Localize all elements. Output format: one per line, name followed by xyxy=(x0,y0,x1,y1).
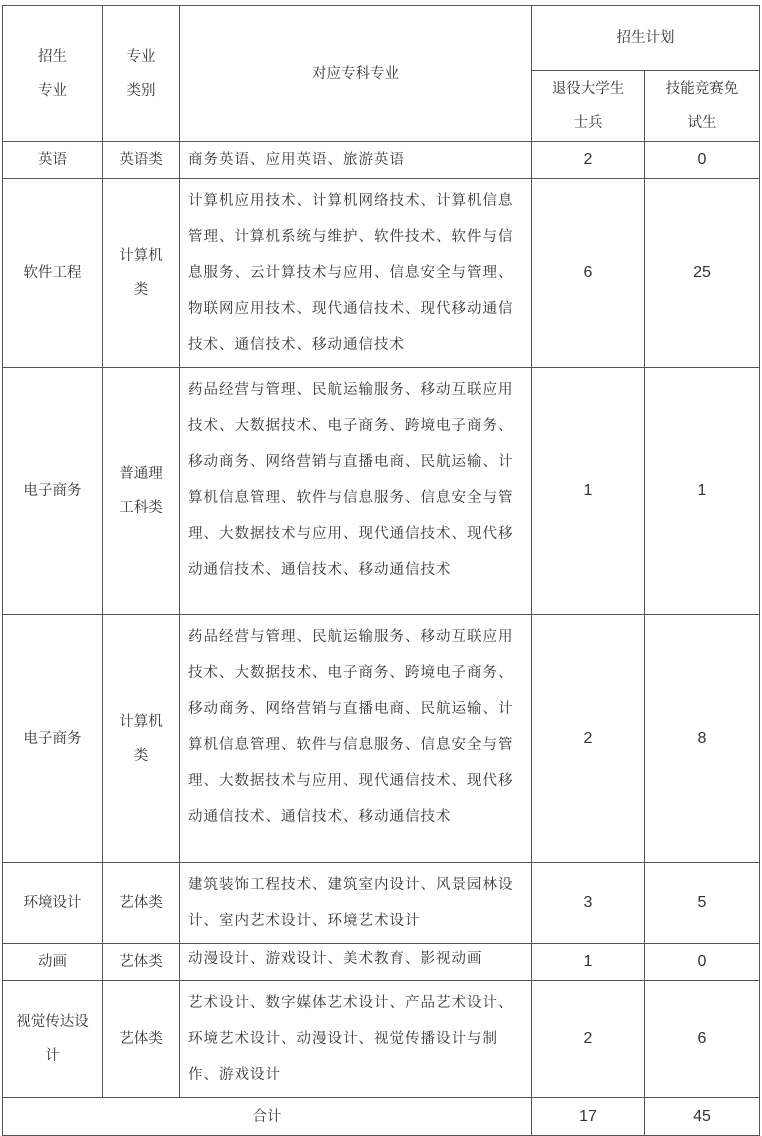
related-majors-cell: 商务英语、应用英语、旅游英语 xyxy=(180,142,532,179)
table-row xyxy=(3,368,760,615)
major-cell: 电子商务 xyxy=(3,615,103,863)
table-row xyxy=(3,863,760,944)
total-veteran: 17 xyxy=(532,1098,645,1136)
skill-count: 25 xyxy=(645,179,760,368)
table-row xyxy=(3,179,760,368)
header-plan: 招生计划 xyxy=(532,6,760,71)
header-skill: 技能竞赛免 试生 xyxy=(645,71,760,142)
header-category: 专业 类别 xyxy=(103,6,180,142)
related-majors-cell: 药品经营与管理、民航运输服务、移动互联应用技术、大数据技术、电子商务、跨境电子商务、移动商务、网络营销与直播电商、民航运输、计算机信息管理、软件与信息服务、信息安全与管理、大数据技术与应用、现代通信技术、现代移动通信技术、通信技术、移动通信技术 xyxy=(180,368,532,615)
veteran-count: 2 xyxy=(532,142,645,179)
related-majors-cell: 计算机应用技术、计算机网络技术、计算机信息管理、计算机系统与维护、软件技术、软件与信息服务、云计算技术与应用、信息安全与管理、物联网应用技术、现代通信技术、现代移动通信技术、通信技术、移动通信技术 xyxy=(180,179,532,368)
category-cell: 普通理 工科类 xyxy=(103,368,180,615)
related-majors-cell: 药品经营与管理、民航运输服务、移动互联应用技术、大数据技术、电子商务、跨境电子商务、移动商务、网络营销与直播电商、民航运输、计算机信息管理、软件与信息服务、信息安全与管理、大数据技术与应用、现代通信技术、现代移动通信技术、通信技术、移动通信技术 xyxy=(180,615,532,863)
major-cell: 软件工程 xyxy=(3,179,103,368)
category-cell: 艺体类 xyxy=(103,981,180,1098)
category-cell: 英语类 xyxy=(103,142,180,179)
header-veteran: 退役大学生 士兵 xyxy=(532,71,645,142)
major-cell: 视觉传达设 计 xyxy=(3,981,103,1098)
skill-count: 8 xyxy=(645,615,760,863)
skill-count: 6 xyxy=(645,981,760,1098)
veteran-count: 3 xyxy=(532,863,645,944)
major-cell: 动画 xyxy=(3,944,103,981)
table-row xyxy=(3,981,760,1098)
veteran-count: 6 xyxy=(532,179,645,368)
major-cell: 环境设计 xyxy=(3,863,103,944)
category-cell: 艺体类 xyxy=(103,863,180,944)
major-cell: 电子商务 xyxy=(3,368,103,615)
category-cell: 计算机 类 xyxy=(103,179,180,368)
veteran-count: 1 xyxy=(532,944,645,981)
total-skill: 45 xyxy=(645,1098,760,1136)
table-row xyxy=(3,944,760,981)
skill-count: 0 xyxy=(645,142,760,179)
total-label: 合计 xyxy=(3,1098,532,1136)
table-row xyxy=(3,615,760,863)
related-majors-cell: 建筑装饰工程技术、建筑室内设计、风景园林设计、室内艺术设计、环境艺术设计 xyxy=(180,863,532,944)
skill-count: 1 xyxy=(645,368,760,615)
header-major: 招生 专业 xyxy=(3,6,103,142)
table-row xyxy=(3,142,760,179)
related-majors-cell: 动漫设计、游戏设计、美术教育、影视动画 xyxy=(180,944,532,981)
header-related-majors: 对应专科专业 xyxy=(180,6,532,142)
total-row xyxy=(3,1098,760,1136)
veteran-count: 1 xyxy=(532,368,645,615)
major-cell: 英语 xyxy=(3,142,103,179)
header-row xyxy=(3,6,760,71)
category-cell: 计算机 类 xyxy=(103,615,180,863)
veteran-count: 2 xyxy=(532,981,645,1098)
skill-count: 5 xyxy=(645,863,760,944)
category-cell: 艺体类 xyxy=(103,944,180,981)
related-majors-cell: 艺术设计、数字媒体艺术设计、产品艺术设计、环境艺术设计、动漫设计、视觉传播设计与制作、游戏设计 xyxy=(180,981,532,1098)
skill-count: 0 xyxy=(645,944,760,981)
veteran-count: 2 xyxy=(532,615,645,863)
enrollment-plan-table xyxy=(2,5,760,1136)
